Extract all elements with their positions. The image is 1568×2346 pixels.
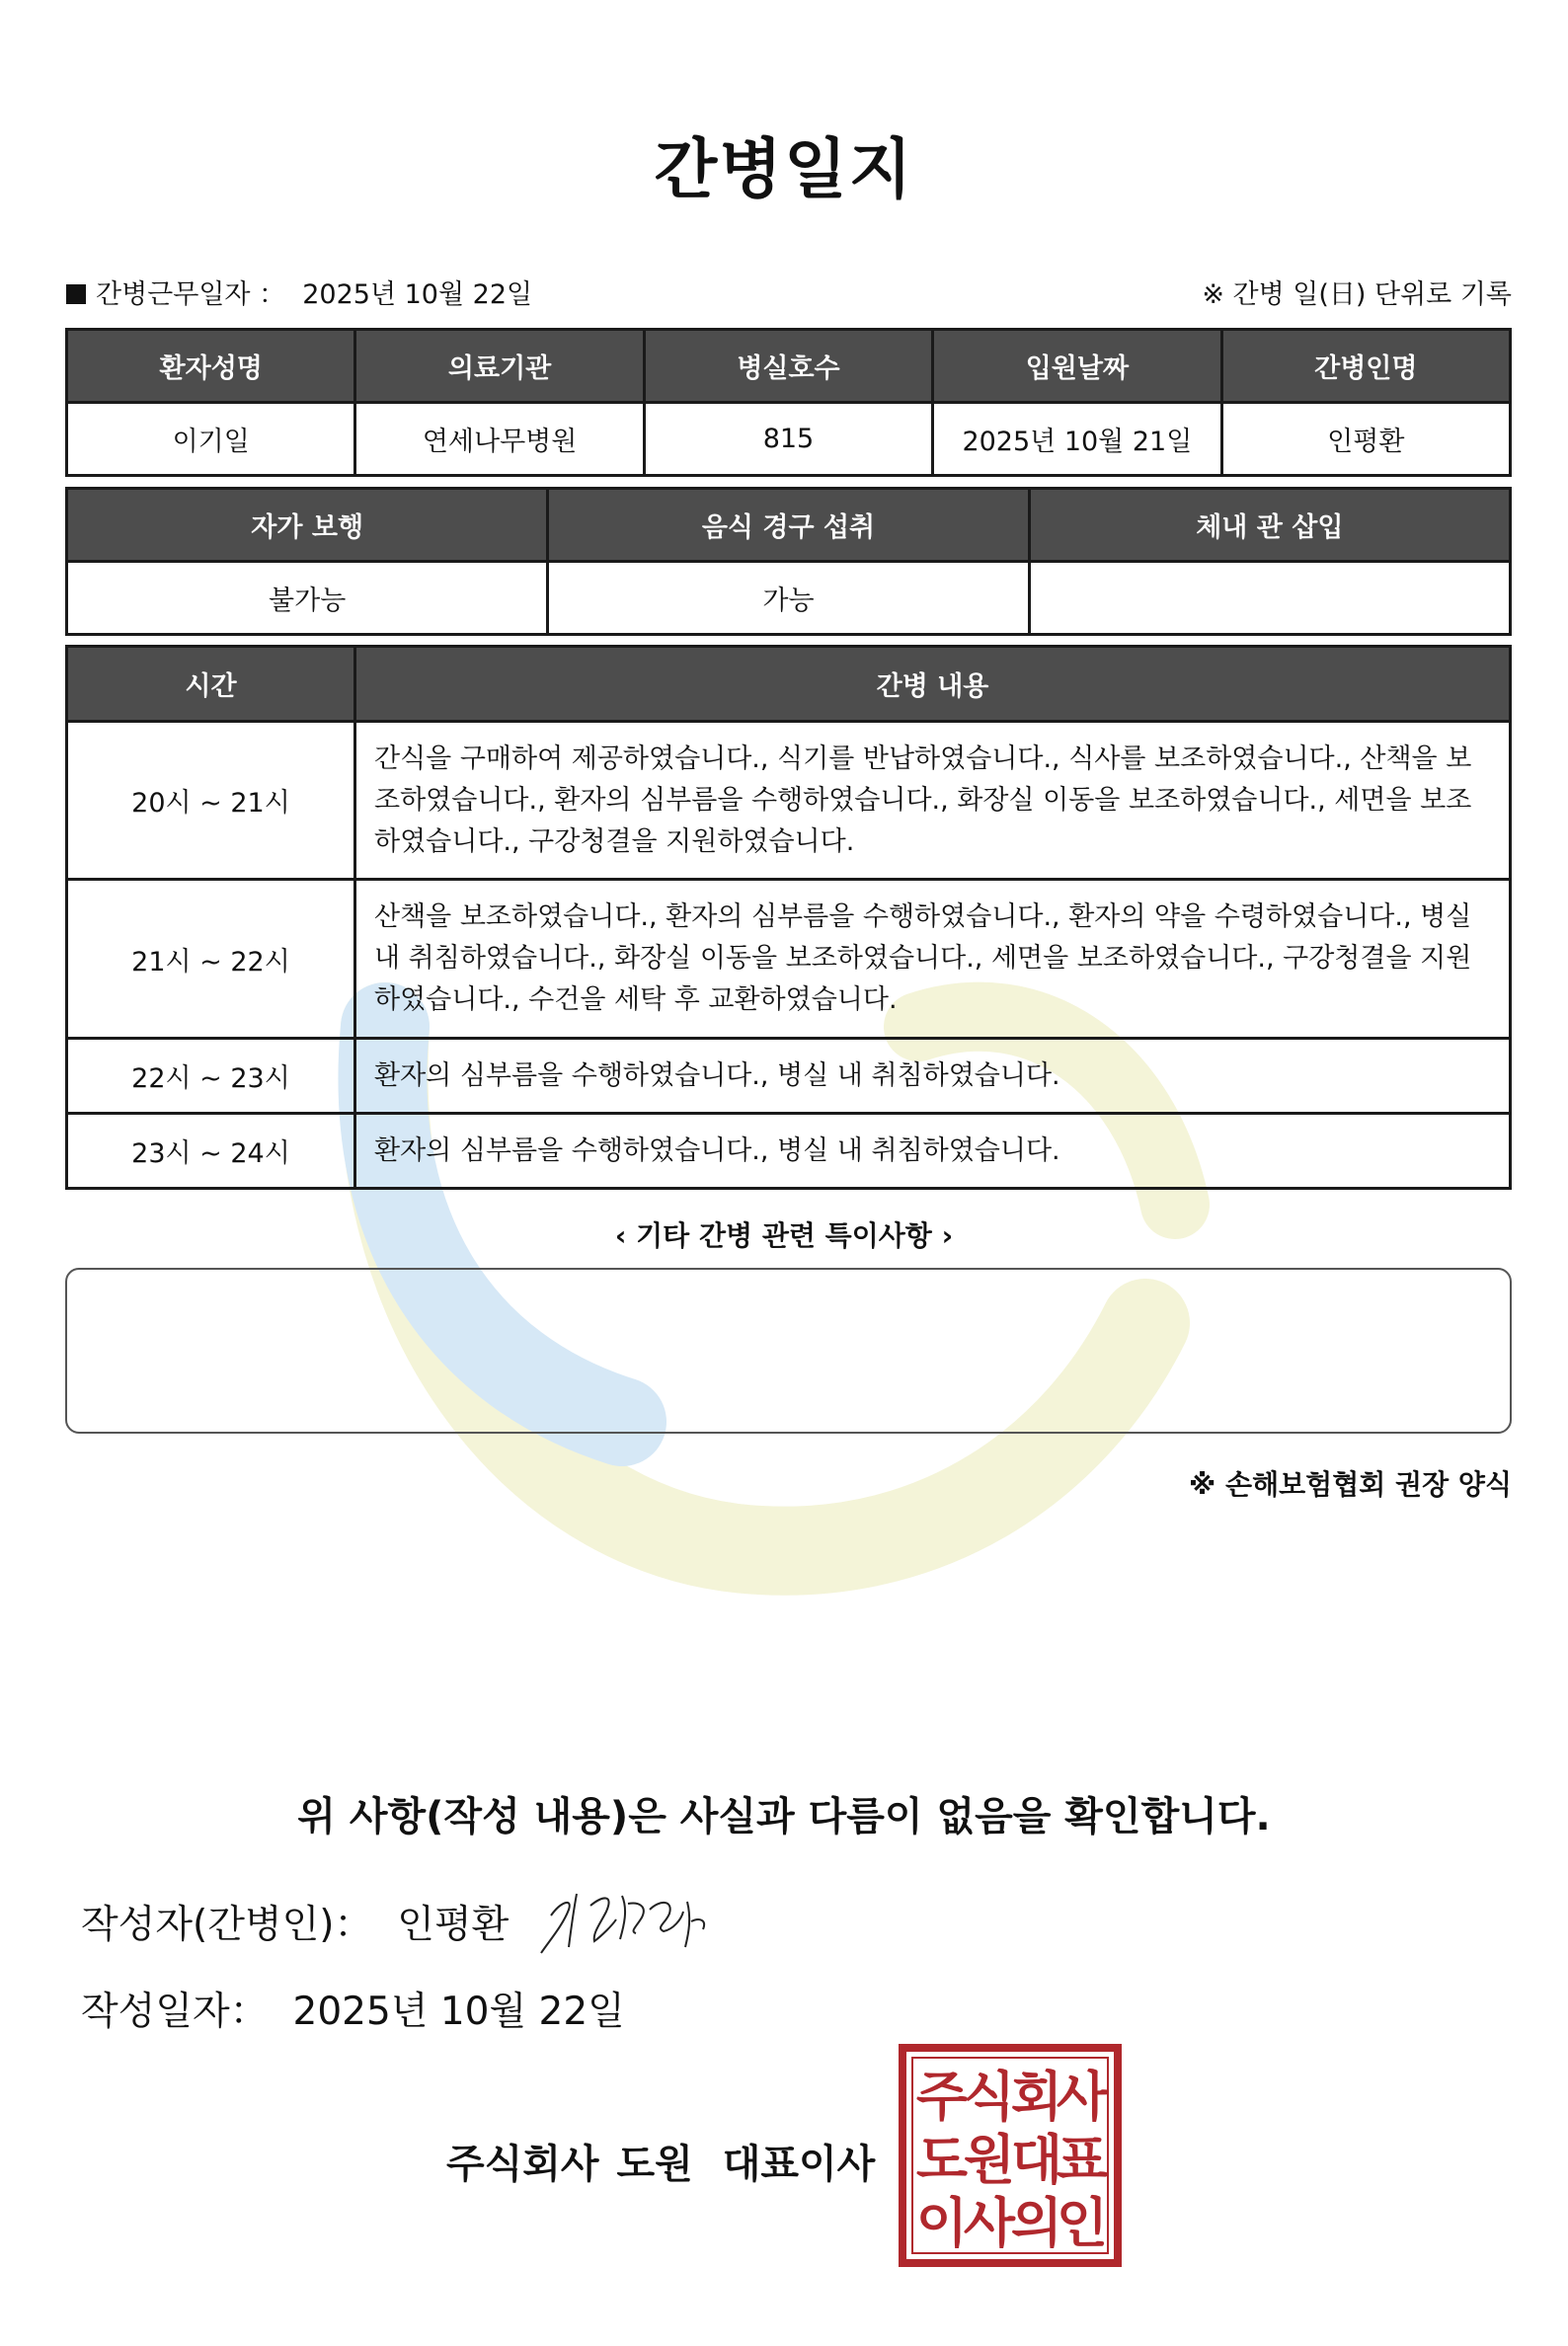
log-content: 산책을 보조하였습니다., 환자의 심부름을 수행하였습니다., 환자의 약을 수령하였습니다., 병실 내 취침하였습니다., 화장실 이동을 보조하였습니다., 세면을 보조하였습니다., 구강청결을 지원하였습니다., 수건을 세탁 후 교환하였습니다.: [355, 880, 1511, 1039]
document-title: 간병일지: [654, 131, 914, 207]
svg-text:원: 원: [963, 2129, 1016, 2191]
work-date: [66, 273, 532, 311]
unit-note: ※ 간병 일(日) 단위로 기록: [1202, 279, 1512, 310]
svg-text:표: 표: [1056, 2129, 1109, 2191]
written-date-label: 작성일자：: [81, 1990, 269, 2034]
header-room-number: 병실호수: [644, 330, 932, 403]
tube-insertion-status: [1029, 562, 1510, 635]
svg-text:대: 대: [1010, 2129, 1063, 2191]
signature-icon: [533, 1876, 716, 1959]
author-name: 인평환: [397, 1903, 510, 1947]
header-hospital: 의료기관: [355, 330, 644, 403]
header-tube-insertion: 체내 관 삽입: [1029, 489, 1510, 562]
confirmation-statement: 위 사항(작성 내용)은 사실과 다름이 없음을 확인합니다.: [297, 1794, 1271, 1839]
svg-text:이: 이: [915, 2192, 969, 2254]
table-row: [67, 722, 1511, 880]
svg-text:사: 사: [963, 2192, 1016, 2254]
table-row: [67, 880, 1511, 1039]
log-content: 환자의 심부름을 수행하였습니다., 병실 내 취침하였습니다.: [355, 1039, 1511, 1114]
company-seal-icon: [899, 2044, 1122, 2267]
work-date-value: 2025년 10월 22일: [302, 279, 533, 310]
log-time: 20시 ~ 21시: [67, 722, 355, 880]
written-date-line: [81, 1981, 625, 2036]
log-content: 환자의 심부름을 수행하였습니다., 병실 내 취침하였습니다.: [355, 1114, 1511, 1189]
svg-text:사: 사: [1056, 2066, 1109, 2128]
care-log-table: [65, 645, 1512, 1190]
log-time: 22시 ~ 23시: [67, 1039, 355, 1114]
hospital-name: 연세나무병원: [355, 403, 644, 476]
caregiver-name: 인평환: [1221, 403, 1510, 476]
svg-text:의: 의: [1010, 2192, 1063, 2254]
patient-info-table: [65, 328, 1512, 477]
header-time: 시간: [67, 647, 355, 722]
header-admission-date: 입원날짜: [933, 330, 1221, 403]
header-patient-name: 환자성명: [67, 330, 355, 403]
header-walking: 자가 보행: [67, 489, 548, 562]
svg-text:도: 도: [915, 2129, 969, 2191]
company-role: 대표이사: [722, 2142, 876, 2187]
table-row: [67, 1114, 1511, 1189]
company-name: 주식회사 도원: [446, 2142, 693, 2187]
svg-text:인: 인: [1056, 2192, 1109, 2254]
square-bullet-icon: [66, 284, 86, 304]
admission-date: 2025년 10월 21일: [933, 403, 1221, 476]
patient-name: 이기일: [67, 403, 355, 476]
company-line: [446, 2133, 875, 2189]
author-label: 작성자(간병인)：: [81, 1903, 373, 1947]
work-date-label: 간병근무일자 ：: [96, 279, 286, 310]
header-caregiver-name: 간병인명: [1221, 330, 1510, 403]
log-time: 23시 ~ 24시: [67, 1114, 355, 1189]
remarks-title: ‹ 기타 간병 관련 특이사항 ›: [614, 1219, 954, 1252]
svg-text:회: 회: [1010, 2066, 1063, 2128]
log-content: 간식을 구매하여 제공하였습니다., 식기를 반납하였습니다., 식사를 보조하였습니다., 산책을 보조하였습니다., 환자의 심부름을 수행하였습니다., 화장실 이동을 보조하였습니다., 세면을 보조하였습니다., 구강청결을 지원하였습니다.: [355, 722, 1511, 880]
patient-status-table: [65, 487, 1512, 636]
walking-status: 불가능: [67, 562, 548, 635]
svg-text:주: 주: [915, 2066, 969, 2128]
form-note: ※ 손해보험협회 권장 양식: [1189, 1468, 1512, 1501]
written-date-value: 2025년 10월 22일: [292, 1990, 625, 2034]
header-oral-intake: 음식 경구 섭취: [548, 489, 1029, 562]
header-care-content: 간병 내용: [355, 647, 1511, 722]
remarks-box: [65, 1268, 1512, 1434]
room-number: 815: [644, 403, 932, 476]
oral-intake-status: 가능: [548, 562, 1029, 635]
log-time: 21시 ~ 22시: [67, 880, 355, 1039]
author-line: [81, 1894, 509, 1949]
svg-text:식: 식: [963, 2066, 1016, 2128]
table-row: [67, 1039, 1511, 1114]
